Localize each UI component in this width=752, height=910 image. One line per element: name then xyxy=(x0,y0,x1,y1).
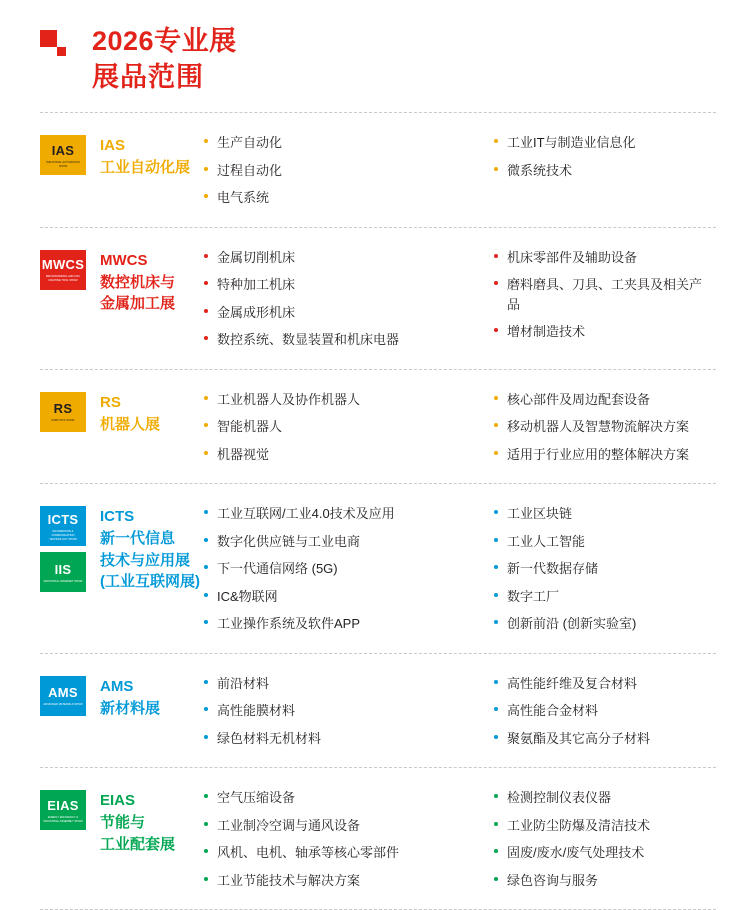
items-left-rs xyxy=(204,386,460,469)
list-item: 增材制造技术 xyxy=(494,318,710,346)
section-names-rs xyxy=(90,392,160,436)
section-mwcs xyxy=(40,227,716,369)
logo-iis-icon: IIS INDUSTRIAL INTERNET SHOW xyxy=(40,552,86,592)
list-item: 创新前沿 (创新实验室) xyxy=(494,610,710,638)
section-icts xyxy=(40,483,716,653)
logo-column-icts xyxy=(40,506,90,592)
logo-column-rs xyxy=(40,392,90,432)
section-abbr-mwcs: MWCS xyxy=(100,251,148,269)
list-item: 新一代数据存储 xyxy=(494,555,710,583)
section-brand-eias xyxy=(40,784,200,855)
list-item: 高性能膜材料 xyxy=(204,697,454,725)
page-title xyxy=(92,22,237,96)
list-item: 核心部件及周边配套设备 xyxy=(494,386,710,414)
list-item: 机器视觉 xyxy=(204,441,454,469)
section-names-icts xyxy=(90,506,200,592)
section-names-eias xyxy=(90,790,175,855)
logo-ias-icon: IAS INDUSTRIAL AUTOMATION SHOW xyxy=(40,135,86,175)
section-brand-ams xyxy=(40,670,200,720)
list-item: 机床零部件及辅助设备 xyxy=(494,244,710,272)
items-left-ias xyxy=(204,129,460,212)
items-right-eias xyxy=(460,784,716,894)
section-name-cn-ias: 工业自动化展 xyxy=(100,159,191,177)
exhibit-scope-list xyxy=(0,112,752,910)
list-item: 检测控制仪表仪器 xyxy=(494,784,710,812)
items-right-icts xyxy=(460,500,716,638)
section-names-ams xyxy=(90,676,160,720)
section-items-ias xyxy=(200,129,716,212)
list-item: 绿色材料无机材料 xyxy=(204,725,454,753)
list-item: 生产自动化 xyxy=(204,129,454,157)
list-item: 数字化供应链与工业电商 xyxy=(204,528,454,556)
list-item: 数控系统、数显装置和机床电器 xyxy=(204,326,454,354)
list-item: IC&物联网 xyxy=(204,583,454,611)
list-item: 特种加工机床 xyxy=(204,271,454,299)
items-right-ams xyxy=(460,670,716,753)
list-item: 微系统技术 xyxy=(494,157,710,185)
section-items-ams xyxy=(200,670,716,753)
items-right-ias xyxy=(460,129,716,212)
section-abbr-icts: ICTS xyxy=(100,508,135,525)
list-item: 金属成形机床 xyxy=(204,299,454,327)
section-name-cn-eias-1: 节能与 xyxy=(100,814,146,832)
section-brand-ias xyxy=(40,129,200,179)
section-name-cn-eias-2: 工业配套展 xyxy=(100,835,176,853)
list-item: 下一代通信网络 (5G) xyxy=(204,555,454,583)
logo-column-ias xyxy=(40,135,90,175)
logo-mwcs-icon: MWCS METALWORKING AND CNC MACHINE TOOL SHOW xyxy=(40,250,86,290)
items-left-ams xyxy=(204,670,460,753)
list-item: 适用于行业应用的整体解决方案 xyxy=(494,441,710,469)
section-ias xyxy=(40,112,716,227)
section-name-cn-mwcs-2: 金属加工展 xyxy=(100,295,176,313)
list-item: 磨料磨具、刀具、工夹具及相关产品 xyxy=(494,271,710,318)
items-left-icts xyxy=(204,500,460,638)
section-brand-mwcs xyxy=(40,244,200,315)
section-abbr-ams: AMS xyxy=(100,677,134,695)
section-name-cn-icts-1: 新一代信息 xyxy=(100,530,176,548)
logo-column-ams xyxy=(40,676,90,716)
section-abbr-rs: RS xyxy=(100,393,121,411)
section-rs xyxy=(40,369,716,484)
items-left-eias xyxy=(204,784,460,894)
red-squares-mark-icon xyxy=(40,30,70,64)
section-abbr-eias: EIAS xyxy=(100,792,136,809)
section-items-icts xyxy=(200,500,716,638)
list-item: 绿色咨询与服务 xyxy=(494,867,710,895)
list-item: 工业制冷空调与通风设备 xyxy=(204,812,454,840)
list-item: 空气压缩设备 xyxy=(204,784,454,812)
items-right-mwcs xyxy=(460,244,716,354)
list-item: 工业节能技术与解决方案 xyxy=(204,867,454,895)
list-item: 智能机器人 xyxy=(204,413,454,441)
title-line-2: 展品范围 xyxy=(92,62,204,93)
list-item: 电气系统 xyxy=(204,184,454,212)
list-item: 金属切削机床 xyxy=(204,244,454,272)
list-item: 工业人工智能 xyxy=(494,528,710,556)
logo-ams-icon: AMS ADVANCED MATERIALS SHOW xyxy=(40,676,86,716)
section-eias xyxy=(40,767,716,910)
list-item: 数字工厂 xyxy=(494,583,710,611)
list-item: 工业互联网/工业4.0技术及应用 xyxy=(204,500,454,528)
logo-eias-icon: EIAS ENERGY EFFICIENCY & INDUSTRIAL ASSEMBLY SHOW xyxy=(40,790,86,830)
list-item: 工业区块链 xyxy=(494,500,710,528)
section-names-ias xyxy=(90,135,190,179)
list-item: 工业机器人及协作机器人 xyxy=(204,386,454,414)
section-items-eias xyxy=(200,784,716,894)
list-item: 移动机器人及智慧物流解决方案 xyxy=(494,413,710,441)
list-item: 工业操作系统及软件APP xyxy=(204,610,454,638)
list-item: 高性能纤维及复合材料 xyxy=(494,670,710,698)
section-items-mwcs xyxy=(200,244,716,354)
logo-rs-icon: RS ROBOTICS SHOW xyxy=(40,392,86,432)
section-items-rs xyxy=(200,386,716,469)
list-item: 风机、电机、轴承等核心零部件 xyxy=(204,839,454,867)
logo-icts-icon: ICTS INFORMATION & COMMUNICATION TECHNOLOGY SHOW xyxy=(40,506,86,546)
list-item: 聚氨酯及其它高分子材料 xyxy=(494,725,710,753)
list-item: 工业IT与制造业信息化 xyxy=(494,129,710,157)
section-name-cn-icts-3: (工业互联网展) xyxy=(100,572,200,590)
list-item: 过程自动化 xyxy=(204,157,454,185)
section-abbr-ias: IAS xyxy=(100,137,126,154)
section-brand-rs xyxy=(40,386,200,436)
list-item: 高性能合金材料 xyxy=(494,697,710,725)
section-ams xyxy=(40,653,716,768)
logo-column-mwcs xyxy=(40,250,90,290)
title-line-1: 2026专业展 xyxy=(92,26,237,56)
logo-column-eias xyxy=(40,790,90,830)
section-name-cn-icts-2: 技术与应用展 xyxy=(100,551,191,569)
section-brand-icts xyxy=(40,500,200,592)
section-names-mwcs xyxy=(90,250,175,315)
items-left-mwcs xyxy=(204,244,460,354)
list-item: 固废/废水/废气处理技术 xyxy=(494,839,710,867)
section-name-cn-rs: 机器人展 xyxy=(100,415,161,433)
list-item: 前沿材料 xyxy=(204,670,454,698)
section-name-cn-ams: 新材料展 xyxy=(100,699,161,717)
page-header xyxy=(0,0,752,112)
list-item: 工业防尘防爆及清洁技术 xyxy=(494,812,710,840)
section-name-cn-mwcs-1: 数控机床与 xyxy=(100,273,176,291)
items-right-rs xyxy=(460,386,716,469)
